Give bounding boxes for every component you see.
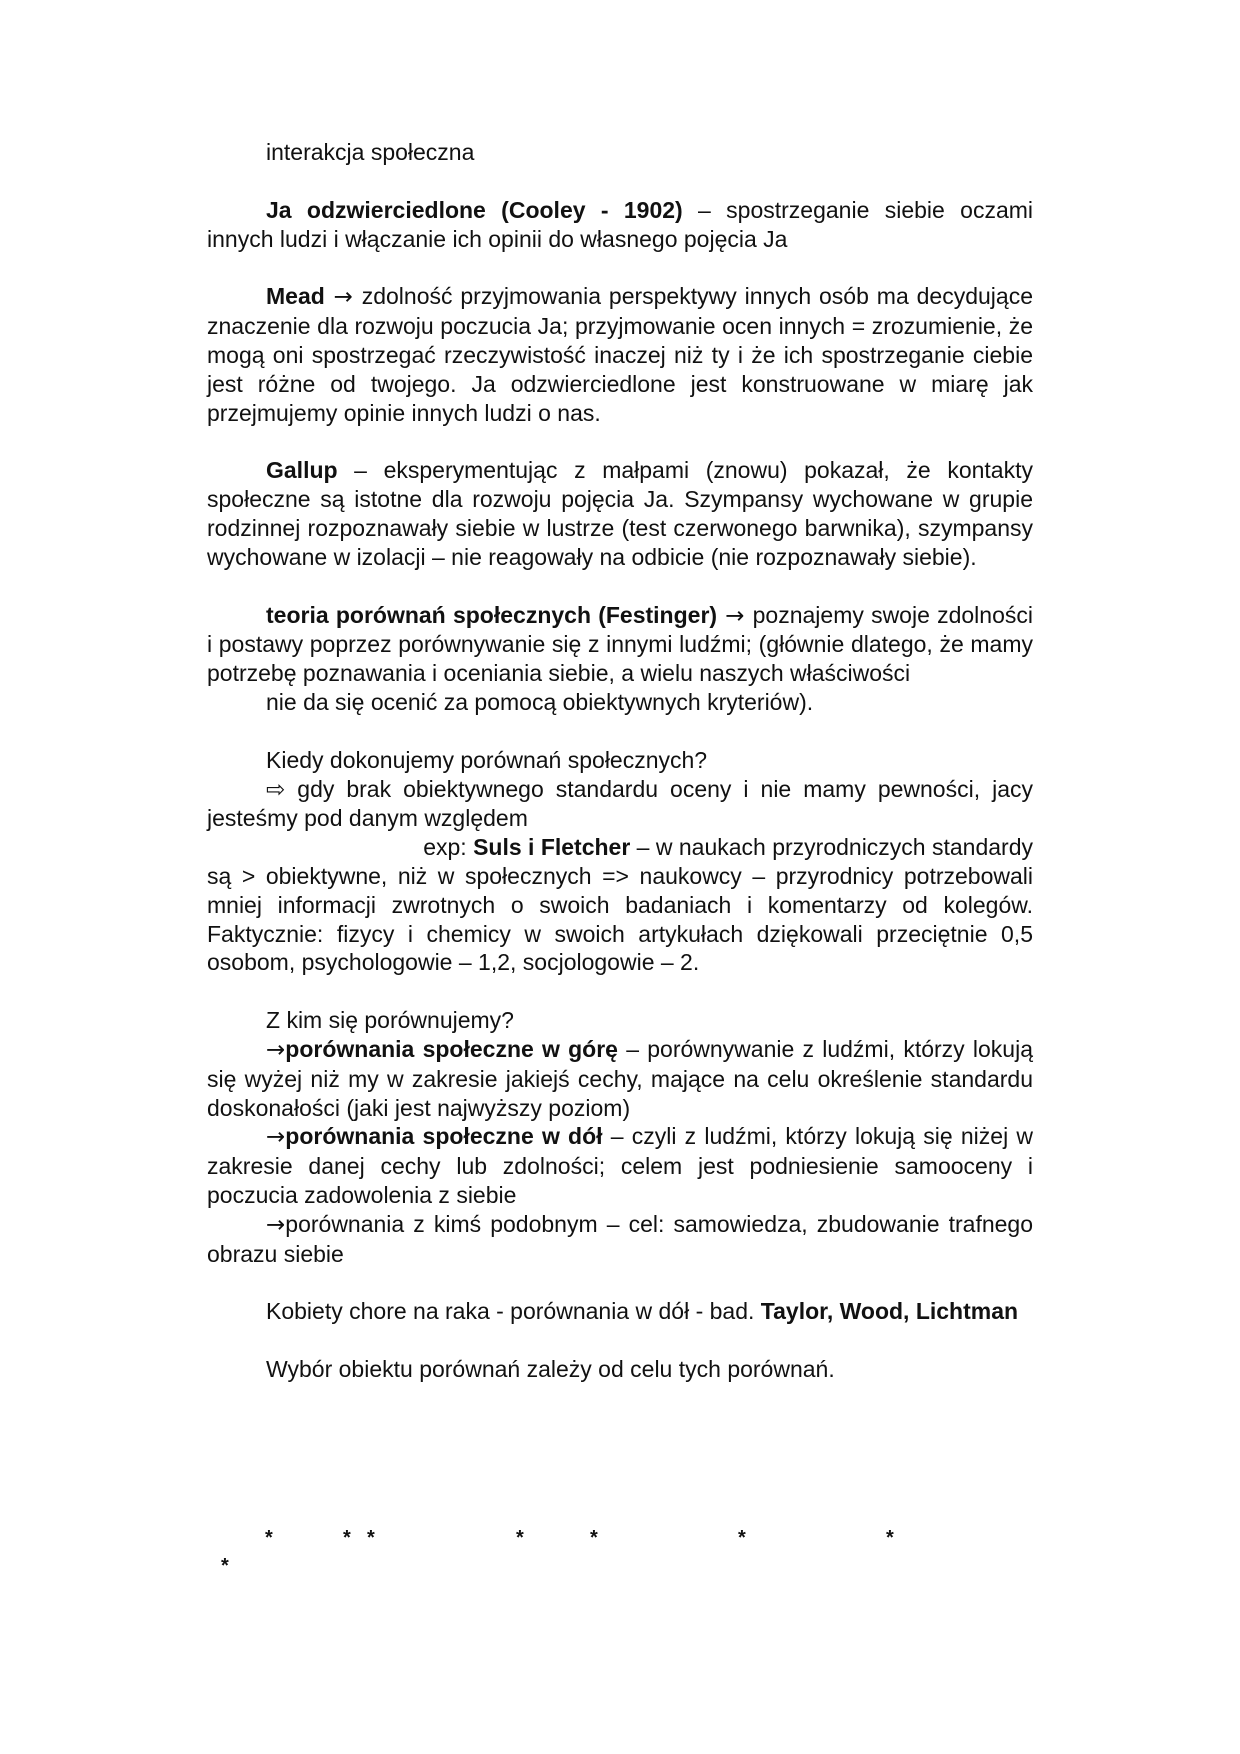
star-mark: * bbox=[516, 1527, 524, 1549]
festinger-continuation: nie da się ocenić za pomocą obiektywnych kryteriów). bbox=[266, 688, 814, 715]
page-title: interakcja społeczna bbox=[266, 139, 475, 165]
example-prefix: exp: bbox=[423, 834, 474, 861]
cooley-definition: – spostrzeganie siebie oczami innych ludzi i włączanie ich opinii do własnego pojęcia Ja bbox=[207, 196, 1033, 252]
question-whom: Z kim się porównujemy? bbox=[266, 1007, 514, 1034]
festinger-definition: poznajemy swoje zdolności i postawy poprzez porównywanie się z innymi ludźmi; (głównie dlatego, że mamy potrzebę poznawania i oceniania siebie, a wielu naszych właściwości bbox=[207, 601, 1033, 687]
arrow-right-icon: → bbox=[266, 1036, 286, 1063]
question-when: Kiedy dokonujemy porównań społecznych? bbox=[266, 746, 708, 773]
comparison-downward bbox=[207, 1122, 1033, 1209]
arrow-right-icon: → bbox=[324, 284, 362, 311]
star-mark: * bbox=[590, 1527, 598, 1549]
term-festinger: teoria porównań społecznych (Festinger) bbox=[266, 601, 718, 628]
term-downward: porównania społeczne w dół bbox=[285, 1123, 603, 1150]
star-mark: * bbox=[738, 1527, 746, 1549]
paragraph-choice: Wybór obiektu porównań zależy od celu tych porównań. bbox=[266, 1356, 835, 1383]
document-body bbox=[207, 138, 1033, 1384]
arrow-right-icon: → bbox=[717, 602, 753, 629]
similar-definition: porównania z kimś podobnym – cel: samowiedza, zbudowanie trafnego obrazu siebie bbox=[207, 1210, 1033, 1267]
gallup-definition: – eksperymentując z małpami (znowu) pokazał, że kontakty społeczne są istotne dla rozwoju pojęcia Ja. Szympansy wychowane w grupie rodzinnej rozpoznawały siebie w lustrze (test czerwonego barwnika), szympansy wychowane w izolacji – nie reagowały na odbicie (nie rozpoznawały siebie). bbox=[207, 457, 1033, 570]
comparison-upward bbox=[207, 1035, 1033, 1122]
example-suls-fletcher bbox=[207, 833, 1033, 862]
star-mark: * bbox=[265, 1527, 273, 1549]
term-taylor-wood-lichtman: Taylor, Wood, Lichtman bbox=[760, 1298, 1019, 1325]
paragraph-mead bbox=[207, 282, 1033, 427]
upward-definition: – porównywanie z ludźmi, którzy lokują się wyżej niż my w zakresie jakiejś cechy, mające na celu określenie standardu doskonałości (jaki jest najwyższy poziom) bbox=[207, 1035, 1033, 1121]
paragraph-cancer-study bbox=[207, 1297, 1033, 1326]
cancer-study-text: Kobiety chore na raka - porównania w dół - bad. bbox=[266, 1298, 761, 1325]
term-suls-fletcher: Suls i Fletcher bbox=[473, 834, 631, 861]
term-mead: Mead bbox=[266, 283, 325, 310]
paragraph-gallup bbox=[207, 456, 1033, 571]
star-mark: * bbox=[367, 1527, 375, 1549]
hollow-arrow-right-icon: ⇨ bbox=[266, 776, 286, 803]
paragraph-cooley bbox=[207, 196, 1033, 254]
term-gallup: Gallup bbox=[266, 457, 338, 484]
example-rest: są > obiektywne, niż w społecznych => naukowcy – przyrodnicy potrzebowali mniej informacji zwrotnych o swoich badaniach i komentarzy od kolegów. Faktycznie: fizycy i chemicy w swoich artykułach dziękowali przeciętnie 0,5 osobom, psychologowie – 1,2, socjologowie – 2. bbox=[207, 862, 1033, 976]
comparison-similar bbox=[207, 1210, 1033, 1269]
term-upward: porównania społeczne w górę bbox=[285, 1035, 618, 1062]
paragraph-festinger bbox=[207, 601, 1033, 688]
star-mark: * bbox=[343, 1527, 351, 1549]
answer-when-text: gdy brak obiektywnego standardu oceny i nie mamy pewności, jacy jesteśmy pod danym względem bbox=[207, 775, 1033, 832]
mead-definition: zdolność przyjmowania perspektywy innych osób ma decydujące znaczenie dla rozwoju poczucia Ja; przyjmowanie ocen innych = zrozumienie, że mogą oni spostrzegać rzeczywistość inaczej niż ty i że ich spostrzeganie ciebie jest różne od twojego. Ja odzwierciedlone jest konstruowane w miarę jak przejmujemy opinie innych ludzi o nas. bbox=[207, 283, 1033, 426]
term-cooley: Ja odzwierciedlone (Cooley - 1902) bbox=[266, 196, 683, 223]
star-mark: * bbox=[221, 1555, 229, 1577]
arrow-right-icon: → bbox=[266, 1211, 286, 1238]
downward-definition: – czyli z ludźmi, którzy lokują się niżej w zakresie danej cechy lub zdolności; celem jest podniesienie samooceny i poczucia zadowolenia z siebie bbox=[207, 1123, 1033, 1208]
arrow-right-icon: → bbox=[266, 1124, 286, 1151]
star-mark: * bbox=[886, 1527, 894, 1549]
example-line1: – w naukach przyrodniczych standardy bbox=[630, 834, 1033, 861]
answer-when bbox=[207, 775, 1033, 834]
